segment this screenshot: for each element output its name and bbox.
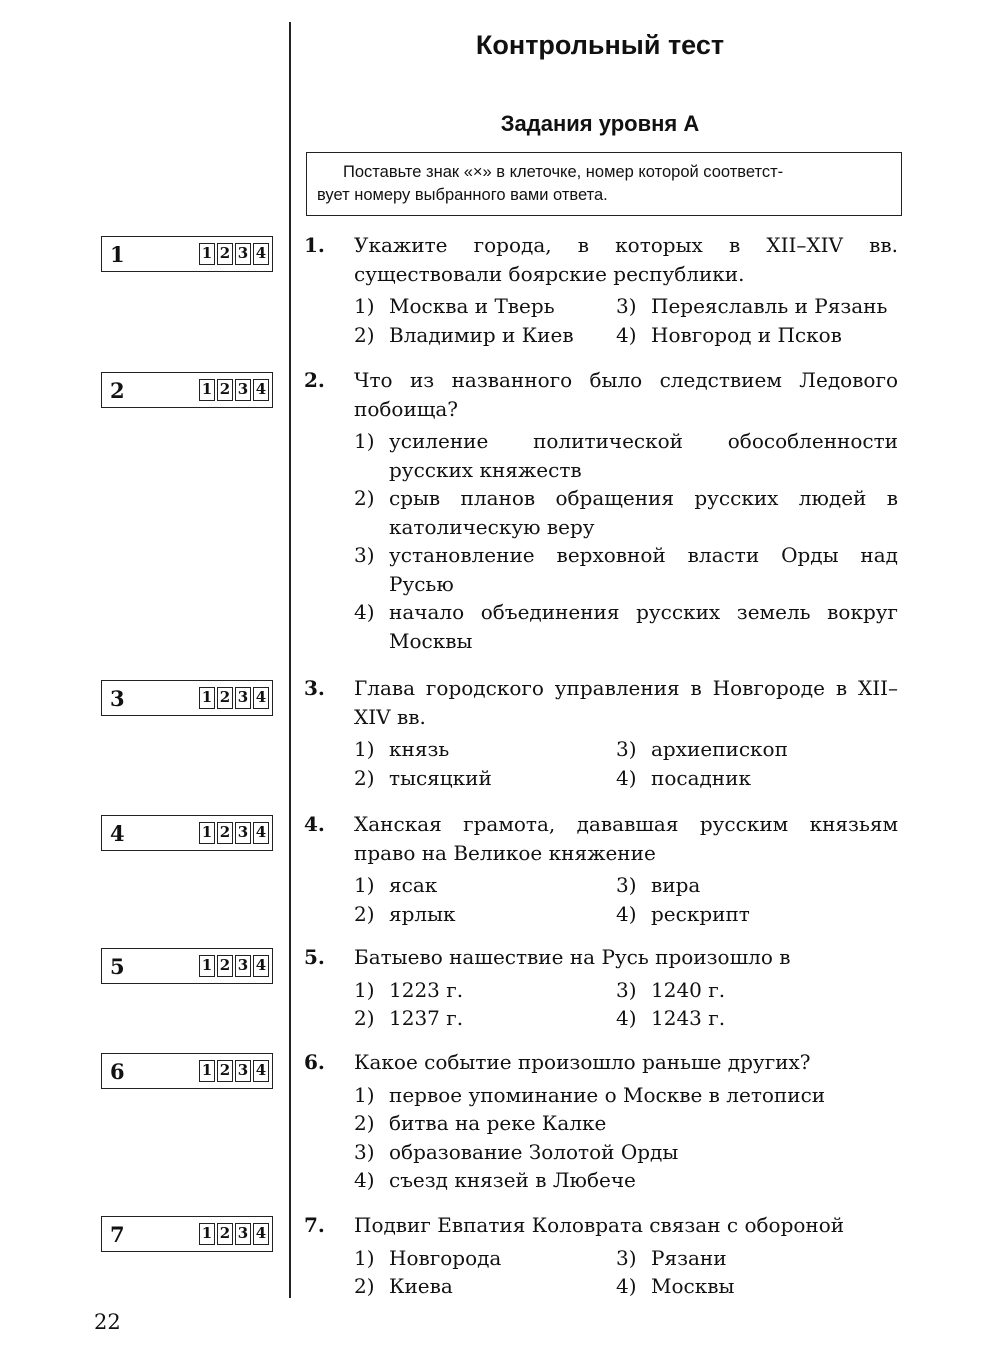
option-number: 1): [354, 977, 375, 1002]
option: [354, 976, 616, 1005]
option-number: 2): [354, 1111, 375, 1135]
option-text: ярлык: [389, 901, 456, 926]
option: [354, 1166, 898, 1195]
instruction-line-2: вует номеру выбранного вами ответа.: [317, 186, 608, 204]
option-text: 1240 г.: [651, 977, 726, 1002]
answer-cell[interactable]: 1: [199, 822, 215, 844]
question-1: [304, 231, 898, 349]
option-text: Киева: [389, 1274, 453, 1298]
option-text: съезд князей в Любече: [389, 1168, 636, 1192]
answer-cell[interactable]: 4: [253, 379, 269, 401]
section-subtitle: Задания уровня А: [500, 111, 700, 136]
question-7: [304, 1211, 898, 1301]
answer-box-number: 6: [110, 1058, 125, 1084]
option-number: 1): [354, 1082, 375, 1107]
answer-cell[interactable]: 2: [217, 1223, 233, 1245]
option: [354, 598, 898, 655]
question-text: Укажите города, в которых в XII–XIV вв. существовали боярские республики.: [354, 233, 898, 286]
question-text: Глава городского управления в Новгороде в XII–XIV вв.: [354, 676, 898, 729]
answer-box-number: 7: [110, 1221, 125, 1247]
answer-cell[interactable]: 1: [199, 955, 215, 977]
option: [616, 764, 898, 793]
answer-cell[interactable]: 1: [199, 379, 215, 401]
option-number: 4): [616, 322, 637, 347]
answer-box-number: 3: [110, 685, 125, 711]
option-number: 1): [354, 1245, 375, 1270]
option-number: 2): [354, 901, 375, 926]
answer-cell[interactable]: 2: [217, 379, 233, 401]
question-2: [304, 366, 898, 655]
answer-box-3: [101, 680, 273, 716]
answer-cell[interactable]: 2: [217, 1060, 233, 1082]
answer-cell[interactable]: 3: [235, 822, 251, 844]
question-number: 1.: [304, 233, 325, 257]
option: [616, 292, 898, 321]
option-text: Москвы: [651, 1274, 735, 1298]
options-list: [354, 871, 898, 928]
option: [616, 1244, 898, 1273]
answer-cell[interactable]: 4: [253, 1060, 269, 1082]
option-number: 2): [354, 1006, 375, 1030]
answer-cell[interactable]: 3: [235, 379, 251, 401]
option-text: Владимир и Киев: [389, 322, 574, 347]
answer-box-number: 5: [110, 953, 125, 979]
answer-cell[interactable]: 2: [217, 243, 233, 265]
option-text: 1243 г.: [651, 1006, 726, 1030]
option: [354, 1109, 898, 1138]
answer-cell[interactable]: 4: [253, 822, 269, 844]
option: [616, 1004, 898, 1033]
answer-box-number: 1: [110, 241, 125, 267]
option: [354, 321, 616, 350]
answer-cell[interactable]: 1: [199, 1060, 215, 1082]
option-text: рескрипт: [651, 901, 750, 926]
option: [616, 321, 898, 350]
page-title: Контрольный тест: [475, 30, 725, 60]
option-text: Переяславль и Рязань: [651, 294, 888, 318]
option: [354, 1004, 616, 1033]
answer-cell[interactable]: 1: [199, 1223, 215, 1245]
option-number: 2): [354, 322, 375, 347]
option: [616, 976, 898, 1005]
answer-cell[interactable]: 3: [235, 687, 251, 709]
question-number: 5.: [304, 945, 325, 969]
option-number: 4): [616, 1006, 637, 1030]
margin-divider-line: [289, 22, 291, 1298]
option: [354, 292, 616, 321]
option-number: 3): [354, 1139, 375, 1164]
option-text: князь: [389, 737, 450, 761]
answer-cell[interactable]: 3: [235, 955, 251, 977]
answer-cell[interactable]: 2: [217, 687, 233, 709]
option: [354, 735, 616, 764]
answer-box-7: [101, 1216, 273, 1252]
answer-cell[interactable]: 2: [217, 955, 233, 977]
answer-cell[interactable]: 2: [217, 822, 233, 844]
question-3: [304, 674, 898, 792]
answer-cell[interactable]: 3: [235, 1060, 251, 1082]
answer-box-6: [101, 1053, 273, 1089]
option-number: 3): [354, 543, 375, 567]
option-number: 3): [616, 1245, 637, 1270]
option-number: 3): [616, 977, 637, 1002]
option-text: первое упоминание о Москве в летописи: [389, 1082, 826, 1107]
option: [616, 871, 898, 900]
option-text: Москва и Тверь: [389, 294, 555, 318]
answer-cell[interactable]: 4: [253, 955, 269, 977]
option-text: 1237 г.: [389, 1006, 464, 1030]
option-number: 2): [354, 1274, 375, 1298]
answer-box-number: 2: [110, 377, 125, 403]
question-number: 7.: [304, 1213, 325, 1237]
options-list: [354, 292, 898, 349]
answer-cell[interactable]: 1: [199, 243, 215, 265]
answer-box-5: [101, 948, 273, 984]
answer-cell[interactable]: 3: [235, 243, 251, 265]
option-text: ясак: [389, 873, 438, 897]
option-number: 2): [354, 765, 375, 790]
option-text: образование Золотой Орды: [389, 1139, 679, 1164]
option: [354, 427, 898, 484]
option-text: Новгород и Псков: [651, 322, 842, 347]
question-text: Подвиг Евпатия Коловрата связан с обороной: [354, 1213, 845, 1237]
option: [354, 1138, 898, 1167]
option-number: 2): [354, 486, 375, 510]
option-number: 4): [616, 901, 637, 926]
option-text: тысяцкий: [389, 765, 492, 790]
option-number: 4): [354, 600, 375, 624]
option-text: архиепископ: [651, 737, 788, 761]
option-number: 3): [616, 737, 637, 761]
answer-cell[interactable]: 4: [253, 1223, 269, 1245]
question-text: Ханская грамота, дававшая русским князьям право на Великое княжение: [354, 812, 898, 865]
option-number: 3): [616, 873, 637, 897]
option-text: Рязани: [651, 1245, 727, 1270]
question-number: 2.: [304, 368, 325, 392]
answer-cell[interactable]: 4: [253, 243, 269, 265]
option: [616, 900, 898, 929]
options-list: [354, 735, 898, 792]
question-text: Батыево нашествие на Русь произошло в: [354, 945, 791, 969]
options-list: [354, 1244, 898, 1301]
option-number: 1): [354, 873, 375, 897]
option-number: 3): [616, 294, 637, 318]
answer-box-1: [101, 236, 273, 272]
option-text: усиление политической обособленности русских княжеств: [389, 429, 898, 482]
option-number: 1): [354, 429, 375, 453]
option: [354, 1272, 616, 1301]
option-text: 1223 г.: [389, 977, 464, 1002]
answer-cell[interactable]: 4: [253, 687, 269, 709]
option-text: установление верховной власти Орды над Русью: [389, 543, 898, 596]
instruction-line-1: Поставьте знак «×» в клеточке, номер которой соответст-: [343, 163, 784, 181]
option-text: битва на реке Калке: [389, 1111, 607, 1135]
page-number: 22: [94, 1310, 121, 1334]
option-text: посадник: [651, 765, 751, 790]
question-number: 3.: [304, 676, 325, 700]
option-number: 4): [616, 1274, 637, 1298]
question-text: Какое событие произошло раньше других?: [354, 1050, 811, 1074]
options-list: [354, 1081, 898, 1195]
answer-box-2: [101, 372, 273, 408]
option-text: срыв планов обращения русских людей в католическую веру: [389, 486, 898, 539]
options-list: [354, 427, 898, 655]
answer-cell[interactable]: 1: [199, 687, 215, 709]
option: [354, 1081, 898, 1110]
option: [616, 735, 898, 764]
option: [354, 900, 616, 929]
question-number: 4.: [304, 812, 325, 836]
question-number: 6.: [304, 1050, 325, 1074]
option-number: 4): [616, 765, 637, 790]
option: [354, 764, 616, 793]
option-text: вира: [651, 873, 701, 897]
answer-box-4: [101, 815, 273, 851]
option: [616, 1272, 898, 1301]
option-number: 1): [354, 294, 375, 318]
question-4: [304, 810, 898, 928]
instruction-box: [306, 152, 902, 216]
answer-box-number: 4: [110, 820, 125, 846]
question-text: Что из названного было следствием Ледового побоища?: [354, 368, 898, 421]
answer-cell[interactable]: 3: [235, 1223, 251, 1245]
option: [354, 1244, 616, 1273]
option-number: 4): [354, 1168, 375, 1192]
option-number: 1): [354, 737, 375, 761]
option: [354, 484, 898, 541]
options-list: [354, 976, 898, 1033]
option: [354, 871, 616, 900]
option-text: начало объединения русских земель вокруг Москвы: [389, 600, 898, 653]
option: [354, 541, 898, 598]
question-6: [304, 1048, 898, 1195]
option-text: Новгорода: [389, 1245, 502, 1270]
question-5: [304, 943, 898, 1033]
